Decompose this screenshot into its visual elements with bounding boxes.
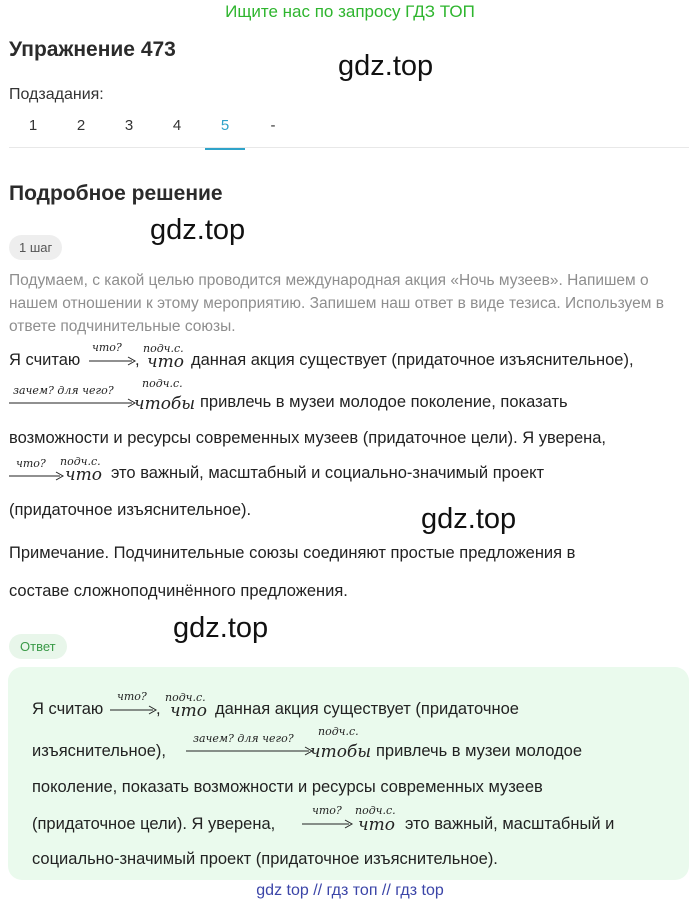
arrow-icon (9, 398, 137, 408)
solution-text: привлечь в музеи молодое поколение, показать (200, 393, 568, 411)
answer-text: социально-значимый проект (придаточное изъяснительное). (32, 850, 498, 868)
divider (9, 147, 689, 148)
comma: , (156, 700, 161, 718)
search-banner: Ищите нас по запросу ГДЗ ТОП (225, 2, 475, 21)
conjunction-tag: подч.с. (355, 804, 396, 817)
question-label: зачем? для чего? (13, 384, 114, 397)
solution-text: данная акция существует (придаточное изъяснительное), (191, 351, 634, 369)
arrow-icon (89, 356, 137, 366)
answer-text: (придаточное цели). Я уверена, (32, 815, 276, 833)
tab-1[interactable]: 1 (28, 117, 38, 134)
question-label: что? (16, 457, 46, 470)
conjunction: что (65, 465, 102, 485)
watermark: gdz.top (173, 612, 269, 644)
conjunction: что (147, 352, 184, 372)
arrow-icon (302, 819, 354, 829)
answer-text: поколение, показать возможности и ресурсы современных музеев (32, 778, 543, 796)
exercise-title: Упражнение 473 (9, 38, 176, 61)
question-label: что? (117, 690, 147, 703)
question-label: что? (312, 804, 342, 817)
arrow-icon (9, 471, 65, 481)
conjunction-tag: подч.с. (143, 342, 184, 355)
step-badge: 1 шаг (9, 235, 62, 260)
question-label: зачем? для чего? (193, 732, 294, 745)
solution-text: это важный, масштабный и социально-значимый проект (111, 464, 545, 482)
solution-text: (придаточное изъяснительное). (9, 501, 252, 519)
subtasks-label: Подзадания: (9, 86, 104, 103)
watermark: gdz.top (338, 50, 434, 82)
note-text: Примечание. Подчинительные союзы соединяют простые предложения в (9, 544, 576, 562)
solution-text: возможности и ресурсы современных музеев (придаточное цели). Я уверена, (9, 429, 607, 447)
watermark: gdz.top (150, 214, 246, 246)
tab-5[interactable]: 5 (201, 112, 249, 146)
watermark: gdz.top (421, 503, 517, 535)
conjunction: чтобы (310, 742, 372, 762)
answer-text: Я считаю (32, 700, 104, 718)
tab-4[interactable]: 4 (172, 117, 182, 134)
conjunction-tag: подч.с. (142, 377, 183, 390)
comma: , (135, 351, 140, 369)
conjunction: чтобы (134, 394, 196, 414)
footer-watermark: gdz top // гдз топ // гдз top (256, 882, 444, 899)
conjunction-tag: подч.с. (165, 691, 206, 704)
tab-3[interactable]: 3 (124, 117, 134, 134)
conjunction: что (170, 701, 207, 721)
solution-title: Подробное решение (9, 182, 223, 205)
arrow-icon (110, 705, 158, 715)
conjunction-tag: подч.с. (60, 455, 101, 468)
subtask-tabs (9, 112, 297, 146)
question-label: что? (92, 341, 122, 354)
answer-text: изъяснительное), (32, 742, 167, 760)
conjunction-tag: подч.с. (318, 725, 359, 738)
tab-2[interactable]: 2 (76, 117, 86, 134)
arrow-icon (186, 746, 314, 756)
answer-text: привлечь в музеи молодое (376, 742, 583, 760)
tab-dash[interactable]: - (270, 117, 276, 134)
task-intro: Подумаем, с какой целью проводится международная акция «Ночь музеев». Напишем о нашем отношении к этому мероприятию. Запишем наш ответ в виде тезиса. Используем в ответе подчинительные союзы. (9, 272, 664, 335)
answer-text: это важный, масштабный и (405, 815, 615, 833)
conjunction: что (358, 815, 395, 835)
answer-badge: Ответ (9, 634, 67, 659)
answer-text: данная акция существует (придаточное (215, 700, 519, 718)
note-text: составе сложноподчинённого предложения. (9, 582, 348, 600)
answer-box (8, 667, 689, 880)
solution-text: Я считаю (9, 351, 81, 369)
